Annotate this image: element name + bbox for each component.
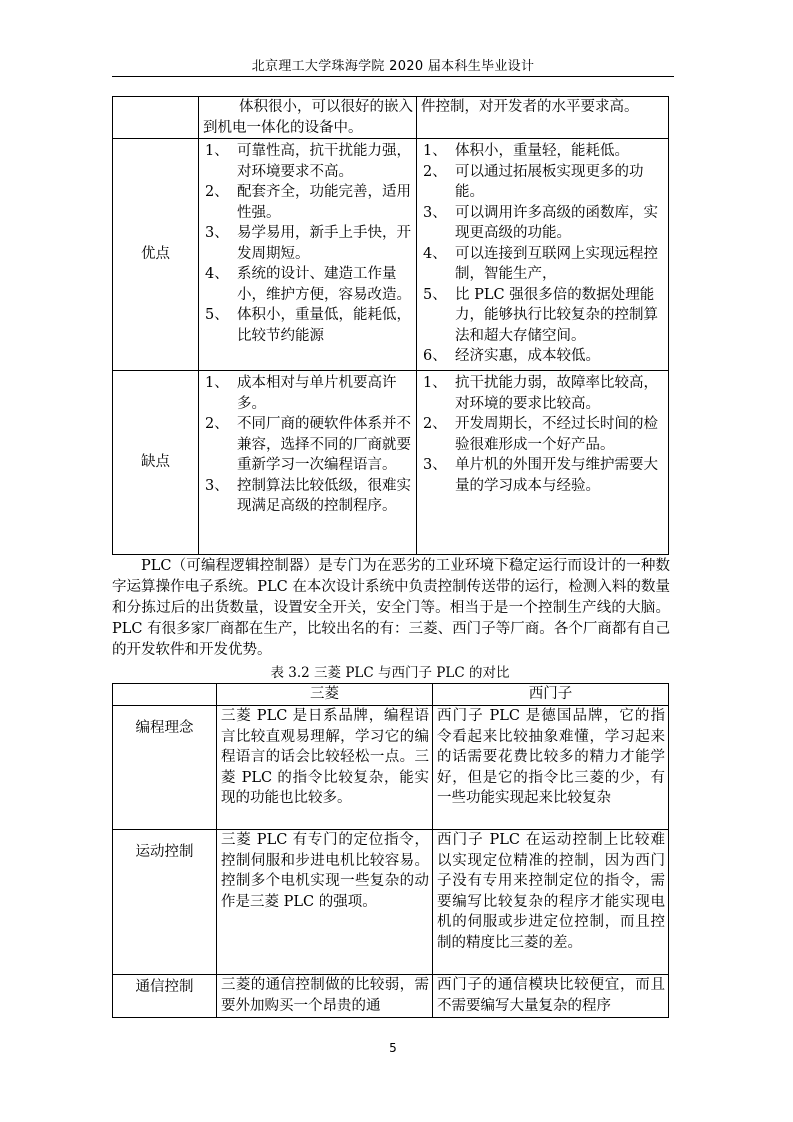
list-item: 4、 可以连接到互联网上实现远程控制，智能生产， xyxy=(423,245,658,282)
table-cell xyxy=(199,139,417,371)
table-caption: 表 3.2 三菱 PLC 与西门子 PLC 的对比 xyxy=(270,665,510,681)
header-rule xyxy=(112,76,674,77)
table-cell-mitsubishi: 三菱 PLC 是日系品牌，编程语言比较直观易理解，学习它的编程语言的话会比较轻松一点。三菱 PLC 的指令比较复杂，能实现的功能也比较多。 xyxy=(217,706,433,830)
list-item: 2、 配套齐全，功能完善，适用性强。 xyxy=(205,184,411,221)
page-header: 北京理工大学珠海学院 2020 届本科生毕业设计 xyxy=(251,59,535,74)
continuation-text-right: 件控制，对开发者的水平要求高。 xyxy=(421,99,639,115)
row-label-disadvantages: 缺点 xyxy=(113,371,199,555)
table-row xyxy=(113,830,669,975)
list-item: 3、 易学易用，新手上手快，开发周期短。 xyxy=(205,225,411,262)
table-cell xyxy=(199,97,417,139)
list-item: 3、 可以调用许多高级的函数库，实现更高级的功能。 xyxy=(423,204,658,241)
column-header-siemens: 西门子 xyxy=(433,684,669,706)
list-item: 2、 开发周期长，不经过长时间的检验很难形成一个好产品。 xyxy=(423,416,658,453)
list-item: 2、 可以通过拓展板实现更多的功能。 xyxy=(423,163,644,200)
list-item: 1、 抗干扰能力弱，故障率比较高，对环境的要求比较高。 xyxy=(423,375,658,412)
list-item: 1、 可靠性高，抗干扰能力强，对环境要求不高。 xyxy=(205,143,411,180)
list-item: 2、 不同厂商的硬软件体系并不兼容，选择不同的厂商就要重新学习一次编程语言。 xyxy=(205,416,411,473)
table-header-row xyxy=(113,684,669,706)
body-paragraph: PLC（可编程逻辑控制器）是专门为在恶劣的工业环境下稳定运行而设计的一种数字运算操作电子系统。PLC 在本次设计系统中负责控制传送带的运行，检测入料的数量和分拣过后的出货数量，设置安全开关，安全门等。相当于是一个控制生产线的大脑。PLC 有很多家厂商都在生产，比较出名的有：三菱、西门子等厂商。各个厂商都有自己的开发软件和开发优势。 xyxy=(112,558,670,658)
advantage-list-plc xyxy=(199,139,416,348)
list-item: 1、 体积小，重量轻，能耗低。 xyxy=(423,143,629,159)
continuation-text-left: 体积很小，可以很好的嵌入到机电一体化的设备中。 xyxy=(203,99,413,136)
disadvantage-list-plc xyxy=(199,371,416,519)
list-item: 5、 比 PLC 强很多倍的数据处理能力，能够执行比较复杂的控制算法和超大存储空间。 xyxy=(423,286,658,344)
table-cell-siemens: 西门子 PLC 是德国品牌，它的指令看起来比较抽象难懂，学习起来的话需要花费比较多的精力才能学好，但是它的指令比三菱的少，有一些功能实现起来比较复杂 xyxy=(433,706,669,830)
table-cell-mitsubishi: 三菱 PLC 有专门的定位指令，控制伺服和步进电机比较容易。控制多个电机实现一些复杂的动作是三菱 PLC 的强项。 xyxy=(217,830,433,975)
list-item: 5、 体积小，重量低，能耗低，比较节约能源 xyxy=(205,307,411,344)
table-cell-mitsubishi: 三菱的通信控制做的比较弱，需要外加购买一个昂贵的通 xyxy=(217,975,433,1018)
table-row xyxy=(113,706,669,830)
comparison-table-mitsubishi-vs-siemens xyxy=(112,683,669,1018)
row-label: 运动控制 xyxy=(113,830,217,975)
column-header-empty xyxy=(113,684,217,706)
comparison-table-plc-vs-mcu xyxy=(112,96,669,555)
list-item: 3、 单片机的外围开发与维护需要大量的学习成本与经验。 xyxy=(423,457,658,494)
table-row xyxy=(113,139,669,371)
column-header-mitsubishi: 三菱 xyxy=(217,684,433,706)
row-label-advantages: 优点 xyxy=(113,139,199,371)
list-item: 1、 成本相对与单片机要高许多。 xyxy=(205,375,397,412)
table-cell xyxy=(417,139,669,371)
table-cell xyxy=(417,371,669,555)
table-cell-siemens: 西门子的通信模块比较便宜，而且不需要编写大量复杂的程序 xyxy=(433,975,669,1018)
list-item: 4、 系统的设计、建造工作量小，维护方便，容易改造。 xyxy=(205,266,411,303)
list-item: 6、 经济实惠，成本较低。 xyxy=(423,348,600,364)
list-item: 3、 控制算法比较低级，很难实现满足高级的控制程序。 xyxy=(205,477,411,514)
table-row xyxy=(113,371,669,555)
row-label: 通信控制 xyxy=(113,975,217,1018)
page-number: 5 xyxy=(389,1041,397,1055)
row-label: 编程理念 xyxy=(113,706,217,830)
table-cell xyxy=(417,97,669,139)
table-cell-siemens: 西门子 PLC 在运动控制上比较难以实现定位精准的控制，因为西门子没有专用来控制定位的指令，需要编写比较复杂的程序才能实现电机的伺服或步进定位控制，而且控制的精度比三菱的差。 xyxy=(433,830,669,975)
table-row xyxy=(113,97,669,139)
table-row xyxy=(113,975,669,1018)
disadvantage-list-mcu xyxy=(417,371,668,498)
table-cell-empty xyxy=(113,97,199,139)
table-cell xyxy=(199,371,417,555)
advantage-list-mcu xyxy=(417,139,668,369)
